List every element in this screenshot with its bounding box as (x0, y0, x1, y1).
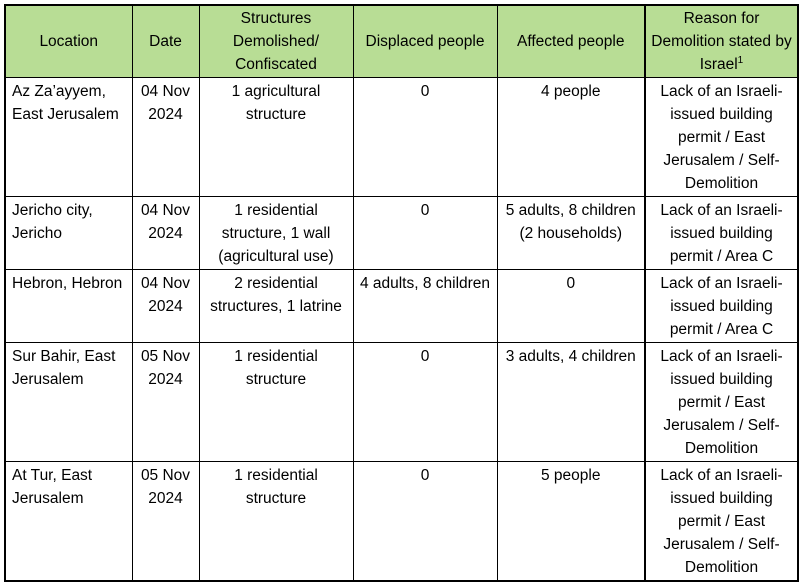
cell-affected: 3 adults, 4 children (497, 343, 645, 462)
cell-structures: 2 residential structures, 1 latrine (199, 270, 353, 343)
table-row (5, 270, 798, 343)
header-date: Date (132, 5, 199, 78)
cell-reason: Lack of an Israeli-issued building permit / Area C (645, 270, 798, 343)
table-row (5, 197, 798, 270)
table-header (5, 5, 798, 78)
cell-reason: Lack of an Israeli-issued building permit / East Jerusalem / Self-Demolition (645, 462, 798, 582)
cell-displaced: 0 (353, 462, 497, 582)
cell-structures: 1 agricultural structure (199, 78, 353, 197)
cell-displaced: 0 (353, 197, 497, 270)
cell-displaced: 4 adults, 8 children (353, 270, 497, 343)
cell-date: 05 Nov 2024 (132, 343, 199, 462)
cell-affected: 5 adults, 8 children (2 households) (497, 197, 645, 270)
demolitions-table (4, 4, 799, 582)
cell-location: Hebron, Hebron (5, 270, 132, 343)
cell-date: 04 Nov 2024 (132, 197, 199, 270)
header-affected: Affected people (497, 5, 645, 78)
header-location: Location (5, 5, 132, 78)
cell-affected: 0 (497, 270, 645, 343)
header-reason (645, 5, 798, 78)
header-reason-label: Reason for Demolition stated by Israel (651, 10, 792, 73)
cell-affected: 5 people (497, 462, 645, 582)
cell-location: Jericho city, Jericho (5, 197, 132, 270)
cell-structures: 1 residential structure (199, 462, 353, 582)
cell-reason: Lack of an Israeli-issued building permit / Area C (645, 197, 798, 270)
header-row (5, 5, 798, 78)
cell-date: 04 Nov 2024 (132, 78, 199, 197)
cell-reason: Lack of an Israeli-issued building permit / East Jerusalem / Self-Demolition (645, 78, 798, 197)
table-row (5, 78, 798, 197)
cell-date: 04 Nov 2024 (132, 270, 199, 343)
footnote-marker: 1 (737, 54, 744, 66)
table-row (5, 462, 798, 582)
cell-reason: Lack of an Israeli-issued building permit / East Jerusalem / Self-Demolition (645, 343, 798, 462)
cell-location: At Tur, East Jerusalem (5, 462, 132, 582)
table-row (5, 343, 798, 462)
cell-structures: 1 residential structure (199, 343, 353, 462)
cell-date: 05 Nov 2024 (132, 462, 199, 582)
table-body (5, 78, 798, 582)
header-displaced: Displaced people (353, 5, 497, 78)
cell-location: Sur Bahir, East Jerusalem (5, 343, 132, 462)
cell-location: Az Za’ayyem, East Jerusalem (5, 78, 132, 197)
cell-affected: 4 people (497, 78, 645, 197)
cell-structures: 1 residential structure, 1 wall (agricultural use) (199, 197, 353, 270)
cell-displaced: 0 (353, 343, 497, 462)
cell-displaced: 0 (353, 78, 497, 197)
header-structures: Structures Demolished/ Confiscated (199, 5, 353, 78)
